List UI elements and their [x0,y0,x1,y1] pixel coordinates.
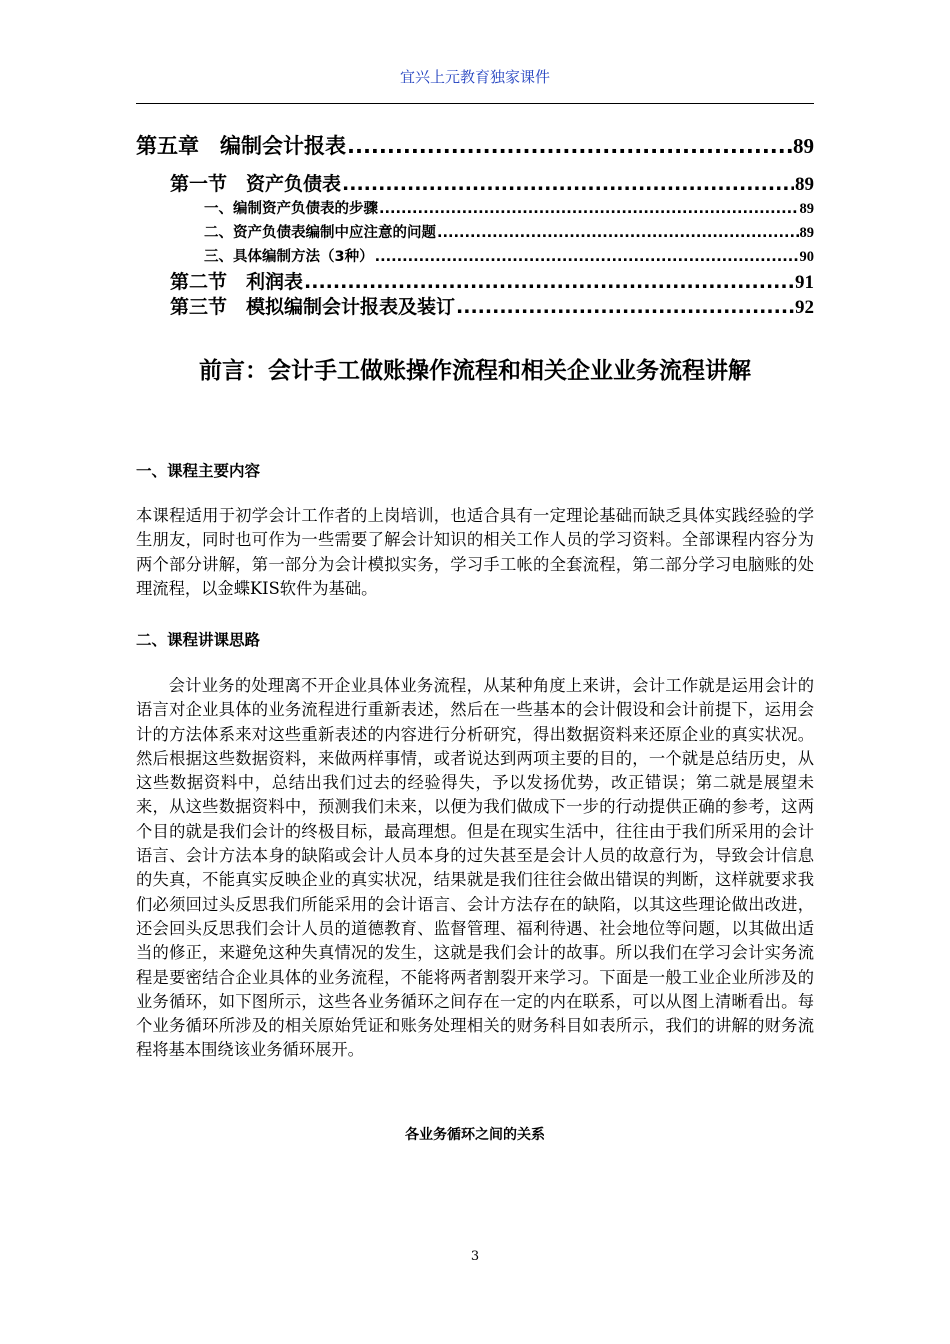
toc-page-number: 89 [799,225,814,241]
header-rule [136,103,814,104]
section-heading-course-content: 一、课程主要内容 [136,462,261,480]
toc-entry-subsection-2[interactable] [204,221,814,242]
toc-entry-label: 第二节 利润表 [170,271,304,293]
paragraph-teaching-approach: 会计业务的处理离不开企业具体业务流程，从某种角度上来讲，会计工作就是运用会计的语言对企业具体的业务流程进行重新表述，然后在一些基本的会计假设和会计前提下，运用会计的方法体系来对这些重新表述的内容进行分析研究，得出数据资料来还原企业的真实状况。然后根据这些数据资料，来做两样事情，或者说达到两项主要的目的，一个就是总结历史，从这些数据资料中，总结出我们过去的经验得失，予以发扬优势，改正错误；第二就是展望未来，从这些数据资料中，预测我们未来，以便为我们做成下一步的行动提供正确的参考，这两个目的就是我们会计的终极目标，最高理想。但是在现实生活中，往往由于我们所采用的会计语言、会计方法本身的缺陷或会计人员本身的过失甚至是会计人员的故意行为，导致会计信息的失真，不能真实反映企业的真实状况，结果就是我们往往会做出错误的判断，这样就要求我们必须回过头反思我们所能采用的会计语言、会计方法存在的缺陷，以其这些理论做出改进，还会回头反思我们会计人员的道德教育、监督管理、福利待遇、社会地位等问题，以其做出适当的修正，来避免这种失真情况的发生，这就是我们会计的故事。所以我们在学习会计实务流程是要密结合企业具体的业务流程，不能将两者割裂开来学习。下面是一般工业企业所涉及的业务循环，如下图所示，这些各业务循环之间存在一定的内在联系，可以从图上清晰看出。每个业务循环所涉及的相关原始凭证和账务处理相关的财务科目如表所示，我们的讲解的财务流程将基本围绕该业务循环展开。 [136,676,814,1060]
figure-caption: 各业务循环之间的关系 [405,1127,545,1143]
toc-page-number: 92 [795,297,814,318]
page-header: 宜兴上元教育独家课件 [399,68,550,86]
toc-page-number: 90 [799,249,814,265]
toc-entry-label: 一、编制资产负债表的步骤 [204,201,378,217]
toc-entry-section-1[interactable] [170,169,814,196]
toc-leader-dots [379,201,799,217]
toc-entry-label: 二、资产负债表编制中应注意的问题 [204,225,436,241]
toc-leader-dots [304,271,794,293]
paragraph-course-content: 本课程适用于初学会计工作者的上岗培训，也适合具有一定理论基础而缺乏具体实践经验的学生朋友，同时也可作为一些需要了解会计知识的相关工作人员的学习资料。全部课程内容分为两个部分讲解，第一部分为会计模拟实务，学习手工帐的全套流程，第二部分学习电脑账的处理流程，以金蝶KIS软件为基础。 [136,506,814,598]
toc-entry-label: 第三节 模拟编制会计报表及装订 [170,296,456,318]
toc-page-number: 89 [793,134,814,158]
toc-leader-dots [437,225,799,241]
toc-leader-dots [342,173,794,195]
toc-leader-dots [375,249,799,265]
toc-entry-label: 第五章 编制会计报表 [136,134,346,158]
toc-entry-subsection-1[interactable] [204,197,814,218]
toc-page-number: 91 [795,272,814,293]
preface-title: 前言：会计手工做账操作流程和相关企业业务流程讲解 [199,358,751,384]
toc-entry-label: 第一节 资产负债表 [170,173,342,195]
page-number: 3 [470,1249,480,1264]
toc-page-number: 89 [795,174,814,195]
toc-page-number: 89 [799,201,814,217]
toc-leader-dots [456,296,794,318]
toc-entry-section-2[interactable] [170,267,814,294]
toc-entry-chapter-5[interactable] [136,130,814,160]
section-heading-teaching-approach: 二、课程讲课思路 [136,631,261,649]
toc-entry-section-3[interactable] [170,292,814,319]
toc-entry-label: 三、具体编制方法（3种） [204,249,374,265]
toc-leader-dots [347,134,792,158]
toc-entry-subsection-3[interactable] [204,245,814,266]
